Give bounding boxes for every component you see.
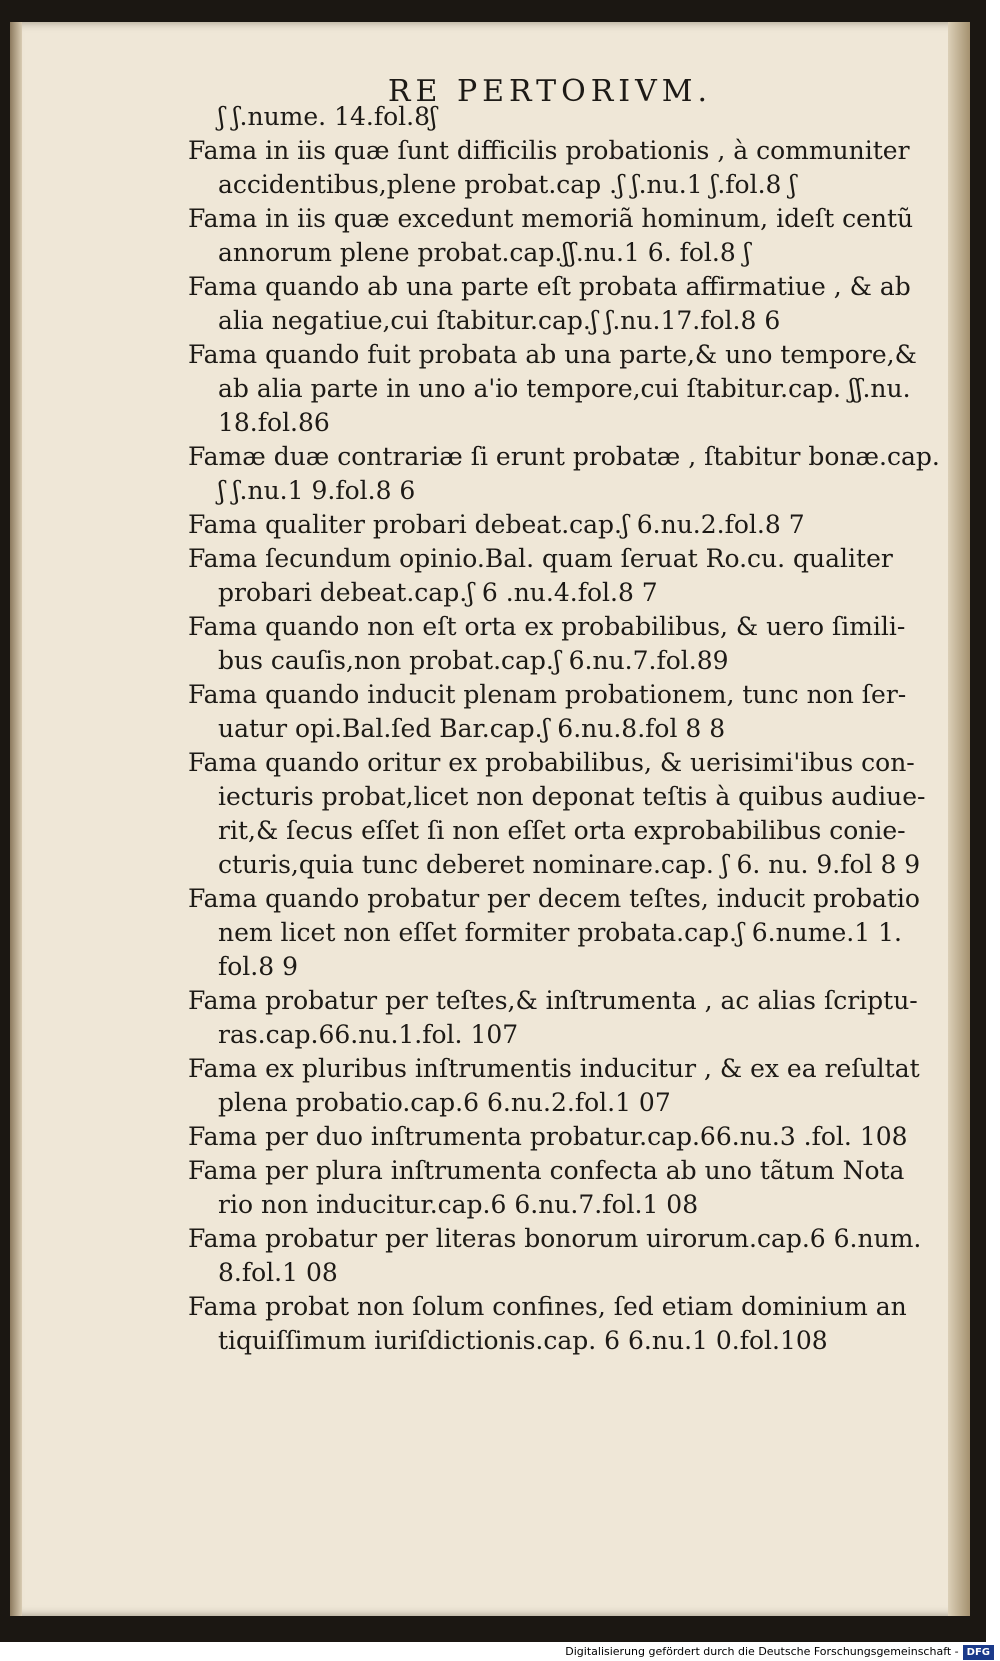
entry-line: Fama quando oritur ex probabilibus, & uerisimi'ibus con- bbox=[188, 748, 915, 777]
index-entry bbox=[188, 1154, 908, 1222]
entry-line: Fama ex pluribus inſtrumentis inducitur , & ex ea reſultat bbox=[188, 1054, 920, 1083]
footer-credit: Digitalisierung gefördert durch die Deutsche Forschungsgemeinschaft - bbox=[565, 1645, 959, 1658]
index-entry bbox=[188, 678, 908, 746]
page-fore-edge bbox=[948, 22, 970, 1616]
index-entry bbox=[188, 440, 940, 508]
entry-line: Fama quando ab una parte eſt probata affirmatiue , & ab bbox=[188, 272, 911, 301]
entry-line: cturis,quia tunc deberet nominare.cap. ʃ 6. nu. 9.fol 8 9 bbox=[218, 850, 921, 879]
entry-line: Fama qualiter probari debeat.cap.ʃ 6.nu.2.fol.8 7 bbox=[188, 510, 805, 539]
index-entry bbox=[188, 100, 908, 134]
entry-line: accidentibus,plene probat.cap .ʃ ʃ.nu.1 ʃ.fol.8 ʃ bbox=[218, 170, 797, 199]
index-entries bbox=[188, 100, 940, 1358]
entry-line: ʃ ʃ.nu.1 9.fol.8 6 bbox=[218, 476, 416, 505]
entry-line: Fama probatur per literas bonorum uirorum.cap.6 6.num. bbox=[188, 1224, 922, 1253]
entry-line: uatur opi.Bal.ſed Bar.cap.ʃ 6.nu.8.fol 8 8 bbox=[218, 714, 726, 743]
entry-line: plena probatio.cap.6 6.nu.2.fol.1 07 bbox=[218, 1088, 671, 1117]
entry-line: iecturis probat,licet non deponat teſtis à quibus audiue- bbox=[218, 782, 926, 811]
page-gutter bbox=[10, 22, 22, 1616]
index-entry bbox=[188, 1222, 922, 1290]
index-entry bbox=[188, 1052, 920, 1120]
entry-line: fol.8 9 bbox=[218, 952, 299, 981]
entry-line: annorum plene probat.cap.ʃʃ.nu.1 6. fol.8 ʃ bbox=[218, 238, 751, 267]
entry-line: ab alia parte in uno a'io tempore,cui ſtabitur.cap. ʃʃ.nu. bbox=[218, 374, 911, 403]
index-entry bbox=[188, 746, 926, 882]
entry-line: ʃ ʃ.nume. 14.fol.8ʃ bbox=[218, 102, 437, 131]
entry-line: nem licet non eſſet formiter probata.cap.ʃ 6.nume.1 1. bbox=[218, 918, 902, 947]
entry-line: ras.cap.66.nu.1.fol. 107 bbox=[218, 1020, 519, 1049]
entry-line: 8.fol.1 08 bbox=[218, 1258, 338, 1287]
entry-line: Fama ſecundum opinio.Bal. quam ſeruat Ro.cu. qualiter bbox=[188, 544, 893, 573]
entry-line: 18.fol.86 bbox=[218, 408, 330, 437]
entry-line: Famæ duæ contrariæ ſi erunt probatæ , ſtabitur bonæ.cap. bbox=[188, 442, 940, 471]
index-entry bbox=[188, 610, 908, 678]
index-entry bbox=[188, 202, 914, 270]
entry-line: Fama quando fuit probata ab una parte,& uno tempore,& bbox=[188, 340, 917, 369]
entry-line: Fama per duo inſtrumenta probatur.cap.66.nu.3 .fol. 108 bbox=[188, 1122, 908, 1151]
entry-line: rit,& ſecus eſſet ſi non eſſet orta exprobabilibus conie- bbox=[218, 816, 906, 845]
digitization-footer bbox=[0, 1642, 1000, 1661]
index-entry bbox=[188, 508, 908, 542]
entry-line: alia negatiue,cui ſtabitur.cap.ʃ ʃ.nu.17.fol.8 6 bbox=[218, 306, 781, 335]
entry-line: Fama per plura inſtrumenta confecta ab uno tãtum Nota bbox=[188, 1156, 905, 1185]
entry-line: Fama in iis quæ excedunt memoriã hominum, ideſt centũ bbox=[188, 204, 914, 233]
entry-line: bus cauſis,non probat.cap.ʃ 6.nu.7.fol.89 bbox=[218, 646, 729, 675]
entry-line: Fama in iis quæ ſunt difficilis probationis , à communiter bbox=[188, 136, 910, 165]
index-entry bbox=[188, 542, 908, 610]
index-entry bbox=[188, 134, 908, 202]
running-header: RE PERTORIVM. bbox=[387, 74, 713, 109]
index-entry bbox=[188, 984, 918, 1052]
entry-line: Fama quando inducit plenam probationem, tunc non ſer- bbox=[188, 680, 907, 709]
index-entry bbox=[188, 270, 911, 338]
entry-line: Fama probat non ſolum confines, ſed etiam dominium an bbox=[188, 1292, 907, 1321]
entry-line: probari debeat.cap.ʃ 6 .nu.4.fol.8 7 bbox=[218, 578, 658, 607]
dfg-logo-icon: DFG bbox=[963, 1645, 994, 1660]
index-entry bbox=[188, 1120, 908, 1154]
index-entry bbox=[188, 882, 920, 984]
entry-line: Fama quando non eſt orta ex probabilibus, & uero ſimili- bbox=[188, 612, 906, 641]
entry-line: Fama quando probatur per decem teſtes, inducit probatio bbox=[188, 884, 920, 913]
entry-line: Fama probatur per teſtes,& inſtrumenta , ac alias ſcriptu- bbox=[188, 986, 918, 1015]
index-entry bbox=[188, 338, 917, 440]
entry-line: tiquiſſimum iuriſdictionis.cap. 6 6.nu.1 0.fol.108 bbox=[218, 1326, 828, 1355]
entry-line: rio non inducitur.cap.6 6.nu.7.fol.1 08 bbox=[218, 1190, 699, 1219]
index-entry bbox=[188, 1290, 908, 1358]
